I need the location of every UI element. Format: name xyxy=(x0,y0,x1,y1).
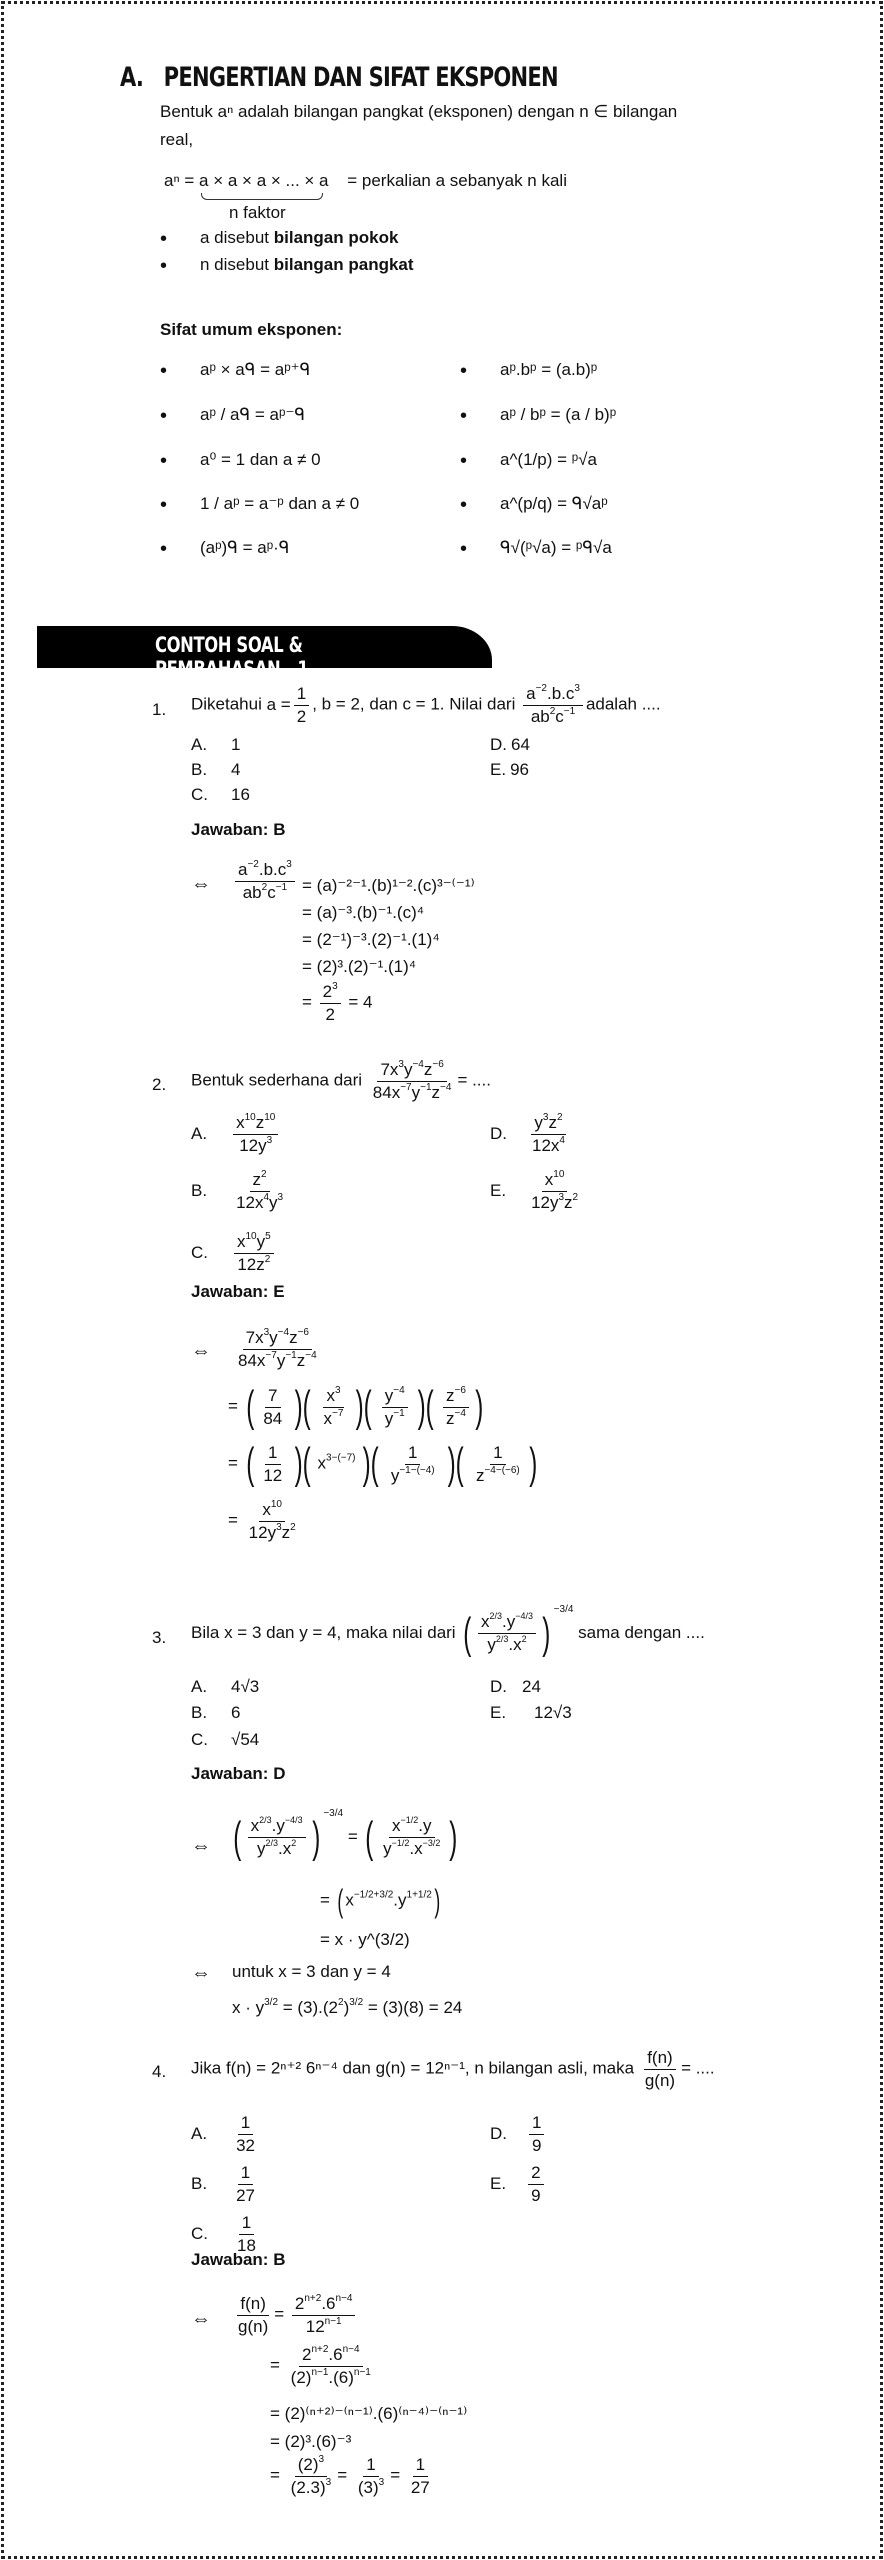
property-formula: aᵖ × aᑫ = aᵖ⁺ᑫ xyxy=(200,360,311,379)
question-text: adalah .... xyxy=(585,694,661,714)
problem-question xyxy=(191,684,661,726)
definition-formula xyxy=(164,171,567,191)
properties-heading: Sifat umum eksponen: xyxy=(160,320,343,339)
question-fraction: $\frac{f(n)}{g(n)}$ xyxy=(644,2048,676,2090)
brace-label: n faktor xyxy=(229,203,286,222)
option-d: D. 64 xyxy=(490,735,530,754)
math-a-equals-half: a = $\frac{1}{2}$ xyxy=(267,695,313,714)
definition-rhs: = perkalian a sebanyak n kali xyxy=(347,171,567,190)
option-c: C. $\frac{1}{18}$ xyxy=(191,2213,256,2255)
solution-step: $x \cdot y^{3/2} = (3).(2^2)^{3/2} = (3)(8) = 24$ xyxy=(232,1997,463,2017)
solution-step: = x · y^(3/2) xyxy=(320,1930,410,1949)
definition-lhs: aⁿ = xyxy=(164,171,200,190)
option-b: B. 4 xyxy=(191,760,241,779)
option-b: B. $\frac{1}{27}$ xyxy=(191,2163,255,2205)
bullet-icon: • xyxy=(460,360,468,382)
bullet-bold: bilangan pangkat xyxy=(273,255,414,274)
bullet-text: n disebut xyxy=(200,255,274,274)
question-text: Jika f(n) = 2ⁿ⁺² 6ⁿ⁻⁴ dan g(n) = 12ⁿ⁻¹, n bilangan asli, maka xyxy=(191,2058,635,2078)
property-item xyxy=(460,450,597,473)
intro-line-2: real, xyxy=(160,130,194,149)
option-c: C. $\frac{x^{10}y^5}{12z^2}$ xyxy=(191,1232,277,1274)
question-text: Diketahui xyxy=(191,694,262,714)
underbrace xyxy=(201,193,323,200)
option-d: D. $\frac{y^3z^2}{12x^4}$ xyxy=(490,1112,565,1155)
solution-step: = ( $\frac{1}{12}$ )( $x^{3-(-7)}$ )( $\frac{1}{y^{-1-(-4)}}$ )( $\frac{1}{z^{-4-(-6)}}$ ) xyxy=(228,1439,538,1488)
answer-label: Jawaban: E xyxy=(191,1282,285,1301)
solution-step: $\frac{7x^3y^{-4}z^{-6}}{84x^{-7}y^{-1}z^{-4}}$ xyxy=(238,1327,317,1370)
option-b: B. 6 xyxy=(191,1703,241,1722)
answer-label: Jawaban: B xyxy=(191,820,286,839)
option-e: E. $\frac{2}{9}$ xyxy=(490,2163,547,2205)
solution-fraction: $\frac{a^{-2}.b.c^3}{ab^2c^{-1}}$ xyxy=(232,860,298,902)
banner-label: CONTOH SOAL & PEMBAHASAN - 1 xyxy=(155,633,309,681)
property-formula: a^(1/p) = ᵖ√a xyxy=(500,450,597,469)
bullet-icon: • xyxy=(160,360,168,382)
solution-step: = ( $\frac{7}{84}$ )( $\frac{x^3}{x^{-7}}$ )( $\frac{y^{-4}}{y^{-1}}$ )( $\frac{z^{-6}}{z^{-4}}$ ) xyxy=(228,1382,484,1431)
property-item xyxy=(460,405,617,428)
solution-step: = (2)⁽ⁿ⁺²⁾⁻⁽ⁿ⁻¹⁾.(6)⁽ⁿ⁻⁴⁾⁻⁽ⁿ⁻¹⁾ xyxy=(270,2404,468,2423)
solution-step: $\frac{f(n)}{g(n)}$ = $\frac{2^{n+2}.6^{n-4}}{12^{n-1}}$ xyxy=(232,2294,358,2336)
question-text: = .... xyxy=(681,2058,715,2078)
definition-product: a × a × a × ... × a xyxy=(199,171,329,190)
section-heading xyxy=(120,62,558,93)
section-banner xyxy=(37,626,492,681)
bullet-icon: • xyxy=(160,228,168,250)
property-item xyxy=(160,360,311,383)
bullet-icon: • xyxy=(460,450,468,472)
bullet-item xyxy=(160,255,414,278)
property-item xyxy=(460,494,608,517)
iff-icon: ⇔ xyxy=(191,1340,211,1362)
problem-question xyxy=(191,2048,715,2090)
bullet-icon: • xyxy=(160,494,168,516)
problem-number: 4. xyxy=(152,2062,167,2081)
iff-icon: ⇔ xyxy=(191,1835,211,1857)
property-formula: (aᵖ)ᑫ = aᵖ·ᑫ xyxy=(200,538,290,557)
question-fraction: $\frac{7x^3y^{-4}z^{-6}}{84x^{-7}y^{-1}z^{-4}}$ xyxy=(372,1059,452,1102)
property-formula: aᵖ / bᵖ = (a / b)ᵖ xyxy=(500,405,617,424)
answer-label: Jawaban: B xyxy=(191,2250,286,2269)
option-d: D. 24 xyxy=(490,1677,541,1696)
property-formula: aᵖ.bᵖ = (a.b)ᵖ xyxy=(500,360,598,379)
question-text: , b = 2, dan c = 1. Nilai dari xyxy=(312,694,516,714)
bullet-bold: bilangan pokok xyxy=(273,228,399,247)
property-item xyxy=(160,538,290,561)
option-c: C. √54 xyxy=(191,1730,260,1749)
bullet-icon: • xyxy=(460,494,468,516)
solution-step: = $\frac{2^3}{2}$ = 4 xyxy=(302,981,373,1024)
option-e: E. 96 xyxy=(490,760,529,779)
option-a: A. $\frac{x^{10}z^{10}}{12y^3}$ xyxy=(191,1113,281,1155)
problem-number: 2. xyxy=(152,1075,167,1094)
property-formula: 1 / aᵖ = a⁻ᵖ dan a ≠ 0 xyxy=(200,494,360,513)
bullet-item xyxy=(160,228,399,251)
iff-icon: ⇔ xyxy=(191,2308,211,2330)
bullet-icon: • xyxy=(460,538,468,560)
bullet-icon: • xyxy=(160,538,168,560)
property-formula: aᵖ / aᑫ = aᵖ⁻ᑫ xyxy=(200,405,306,424)
bullet-text: a disebut xyxy=(200,228,274,247)
question-fraction: $\frac{a^{-2}.b.c^3}{ab^2c^{-1}}$ xyxy=(523,684,583,726)
option-b: B. $\frac{z^2}{12x^4y^3}$ xyxy=(191,1169,284,1212)
bullet-icon: • xyxy=(460,405,468,427)
option-a: A. 1 xyxy=(191,735,241,754)
option-a: A. $\frac{1}{32}$ xyxy=(191,2113,255,2155)
section-number: A. xyxy=(120,62,144,93)
property-item xyxy=(160,450,321,473)
solution-step: = (a)⁻³.(b)⁻¹.(c)⁴ xyxy=(302,903,425,922)
intro-line-1: Bentuk aⁿ adalah bilangan pangkat (eksponen) dengan n ∈ bilangan xyxy=(160,102,678,121)
property-formula: a⁰ = 1 dan a ≠ 0 xyxy=(200,450,321,469)
problem-number: 1. xyxy=(152,700,167,719)
property-item xyxy=(160,405,306,428)
question-fraction: $\frac{x^{2/3}.y^{-4/3}}{y^{2/3}.x^2}$ xyxy=(478,1612,536,1654)
question-text: sama dengan .... xyxy=(578,1623,705,1642)
solution-step: = (2⁻¹)⁻³.(2)⁻¹.(1)⁴ xyxy=(302,930,440,949)
section-title: PENGERTIAN DAN SIFAT EKSPONEN xyxy=(163,62,558,93)
iff-icon: ⇔ xyxy=(191,1962,211,1984)
option-e: E. 12√3 xyxy=(490,1703,572,1722)
page-border xyxy=(1,1,883,2559)
bullet-icon: • xyxy=(160,405,168,427)
solution-step: = $\frac{x^{10}}{12y^3z^2}$ xyxy=(228,1499,296,1542)
question-text: Bila x = 3 dan y = 4, maka nilai dari xyxy=(191,1623,456,1642)
option-c: C. 16 xyxy=(191,785,250,804)
answer-label: Jawaban: D xyxy=(191,1764,286,1783)
problem-question xyxy=(191,1060,491,1102)
solution-step: ( $\frac{x^{2/3}.y^{-4/3}}{y^{2/3}.x^2}$ ) $^{-3/4}$ = ( $\frac{x^{-1/2}.y}{y^{-1/2}.x^{-3/2}}$ ) xyxy=(233,1808,458,1862)
bullet-icon: • xyxy=(160,255,168,277)
property-item xyxy=(160,494,360,517)
question-text: = .... xyxy=(457,1070,491,1090)
solution-step: = (a)⁻²⁻¹.(b)¹⁻².(c)³⁻⁽⁻¹⁾ xyxy=(302,876,475,895)
problem-question: Bila x = 3 dan y = 4, maka nilai dari ( $\frac{x^{2/3}.y^{-4/3}}{y^{2/3}.x^2}$ ) $^{-3/4}$ sama dengan .... xyxy=(191,1604,705,1658)
solution-step: = (2)³.(2)⁻¹.(1)⁴ xyxy=(302,957,417,976)
solution-step: untuk x = 3 dan y = 4 xyxy=(232,1962,391,1981)
iff-icon: ⇔ xyxy=(191,873,211,895)
solution-step: = ( $x^{-1/2+3/2}.y^{1+1/2}$) xyxy=(320,1883,441,1919)
solution-step: = $\frac{2^{n+2}.6^{n-4}}{(2)^{n-1}.(6)^{n-1}}$ xyxy=(270,2344,371,2387)
bullet-icon: • xyxy=(160,450,168,472)
problem-number: 3. xyxy=(152,1628,167,1647)
option-a: A. 4√3 xyxy=(191,1677,260,1696)
property-formula: a^(p/q) = ᑫ√aᵖ xyxy=(500,494,608,513)
solution-step: = (2)³.(6)⁻³ xyxy=(270,2432,352,2451)
property-item xyxy=(460,360,598,383)
option-d: D. $\frac{1}{9}$ xyxy=(490,2113,547,2155)
question-text: Bentuk sederhana dari xyxy=(191,1070,363,1090)
option-e: E. $\frac{x^{10}}{12y^3z^2}$ xyxy=(490,1169,579,1212)
property-item xyxy=(460,538,612,561)
property-formula: ᑫ√(ᵖ√a) = ᵖᑫ√a xyxy=(500,538,612,557)
solution-step: = $\frac{(2)^3}{(2.3)^3}$ = $\frac{1}{(3)^3}$ = $\frac{1}{27}$ xyxy=(270,2454,430,2497)
